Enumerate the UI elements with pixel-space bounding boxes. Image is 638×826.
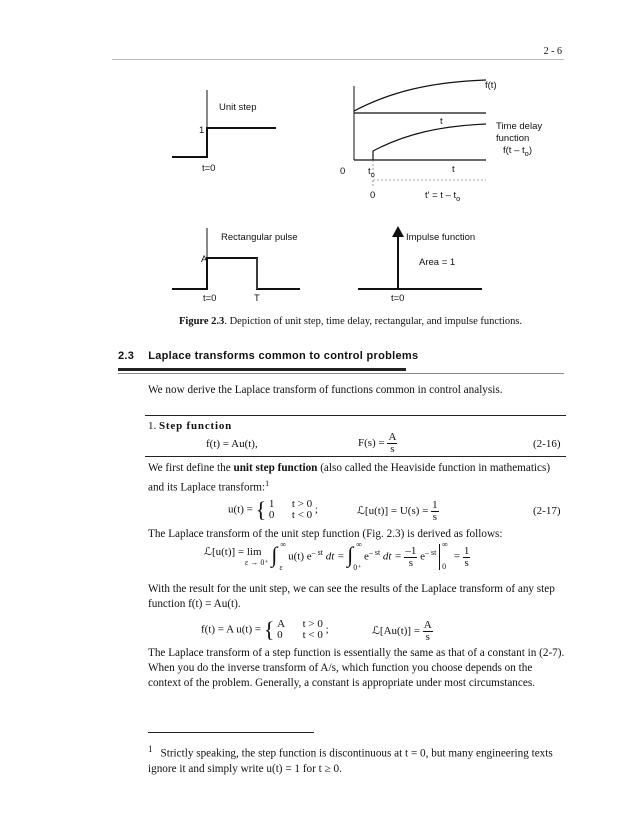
time-delay-zero2: 0	[370, 190, 376, 201]
eq-2-17-c1v: 1	[268, 498, 275, 510]
eq-2-17-lap: ℒ[u(t)] = U(s) =	[357, 505, 429, 518]
time-delay-desc-2: function	[496, 133, 530, 144]
para-unit-step	[148, 461, 568, 496]
eq-2-16-mid: F(s) =	[358, 437, 385, 450]
figure-caption-text: . Depiction of unit step, time delay, rectangular, and impulse functions.	[224, 316, 523, 327]
eq-2-16-num: A	[388, 431, 397, 443]
rect-pulse-title: Rectangular pulse	[221, 232, 298, 243]
svg-text:t' = t – to	[425, 190, 460, 203]
eq3-h-num: 1	[463, 544, 470, 557]
eq3-zero-2: 0	[442, 562, 447, 571]
eq-2-17-semi: ;	[314, 503, 318, 516]
eq-2-16-tag: (2-16)	[533, 438, 561, 450]
eq3-lim-sub: ε → 0⁺	[245, 557, 269, 567]
para-derivation: The Laplace transform of the unit step function (Fig. 2.3) is derived as follows:	[148, 528, 503, 540]
eq4-c1v: A	[277, 618, 286, 630]
eq3-e-sup: – st	[368, 547, 381, 557]
time-delay-to: t	[368, 166, 371, 177]
eq-2-17-c2c: t < 0	[291, 509, 313, 521]
eq3-lim: ℒ[u(t)] = lim	[204, 545, 262, 558]
footnote-num: 1	[148, 744, 153, 754]
footnote	[148, 742, 564, 777]
rect-pulse-amp: A	[201, 254, 208, 265]
time-delay-t-axis: t	[452, 164, 455, 175]
eq3-dt2: dt =	[382, 550, 402, 563]
eq-2-16-den: s	[390, 443, 395, 455]
impulse-t0: t=0	[391, 293, 405, 304]
eq-derivation: ℒ[u(t)] = lim ε → 0⁺ ∫ ∞ ε u(t) $e^{- st}$ dt = ∫ ∞ 0⁺ $e^{- st}$ dt = $\frac{-1}{s}$ $e^{- st}$ ∞ 0 = $\frac{1}{s}$	[204, 540, 470, 572]
page-number: 2 - 6	[543, 46, 562, 57]
section-title: Laplace transforms common to control problems	[148, 350, 419, 362]
eq3-inf-1: ∞	[280, 540, 287, 549]
eq3-dt1: dt =	[325, 550, 345, 563]
time-delay-tprime: t' = t – t	[425, 190, 457, 201]
eq-2-17-num: 1	[432, 499, 438, 511]
unit-step-title: Unit step	[219, 102, 257, 113]
time-delay-to-sub: o	[370, 170, 375, 179]
time-delay-t-upper: t	[440, 116, 443, 127]
step-box-rule-2	[145, 456, 566, 457]
time-delay-desc-3: f(t – t	[503, 145, 525, 156]
time-delay-f-label: f(t)	[485, 80, 497, 91]
time-delay-desc-1: Time delay	[496, 121, 543, 132]
eq3-eps: ε	[279, 563, 283, 572]
unit-step-t0: t=0	[202, 163, 216, 174]
step-heading	[148, 420, 232, 432]
eq-au-right	[372, 620, 433, 643]
section-rule	[118, 368, 406, 371]
eq-2-16-right	[358, 432, 397, 455]
eq3-f-num: –1	[405, 544, 417, 557]
eq3-e: e	[363, 550, 369, 563]
eq4-left: f(t) = A u(t) =	[201, 623, 262, 636]
eq-2-17-left: u(t) = { 1 0 t > 0 t < 0 ;	[228, 497, 318, 522]
eq4-c1c: t > 0	[302, 618, 323, 630]
section-rule-thin	[118, 373, 564, 374]
time-delay-origin: 0	[340, 166, 346, 177]
svg-text:f(t – to)	[503, 145, 532, 158]
eq4-den: s	[425, 631, 430, 643]
eq3-inf-3: ∞	[442, 540, 448, 549]
eq-2-17-tag: (2-17)	[533, 505, 561, 517]
step-heading-num: 1.	[148, 420, 159, 432]
eq-au-left: f(t) = A u(t) = { A 0 t > 0 t < 0 ;	[201, 617, 329, 642]
eq4-right: ℒ[Au(t)] =	[372, 625, 421, 638]
impulse-title: Impulse function	[406, 232, 476, 243]
eq4-semi: ;	[325, 623, 329, 636]
eq3-h-den: s	[464, 556, 469, 569]
figure-2-3	[0, 0, 638, 310]
eq3-u-sup: – st	[311, 547, 323, 557]
eq-2-17-c2v: 0	[268, 509, 275, 521]
time-delay-plot	[340, 80, 542, 203]
footnote-rule	[148, 732, 314, 733]
step-box-rule	[145, 415, 566, 416]
step-heading-title: Step function	[159, 420, 233, 432]
figure-caption-label: Figure 2.3	[179, 316, 225, 327]
para-any-step: With the result for the unit step, we can see the results of the Laplace transform of any step function f(t) = Au(t).	[148, 583, 555, 610]
eq-2-17-den: s	[432, 511, 437, 523]
section-heading	[118, 350, 418, 362]
unit-step-level: 1	[199, 125, 205, 136]
eq3-g: e	[420, 550, 426, 563]
section-number: 2.3	[118, 350, 135, 362]
eq3-zero: 0⁺	[353, 563, 362, 572]
figure-caption	[179, 316, 522, 327]
para1-bold: unit step function	[233, 462, 318, 474]
eq4-num: A	[423, 619, 432, 631]
impulse-plot	[358, 226, 482, 304]
rect-pulse-T: T	[254, 293, 260, 304]
footnote-text: Strictly speaking, the step function is discontinuous at t = 0, but many engineering texts ignore it and simply write u(t) = 1 for t ≥ 0.	[148, 747, 553, 775]
eq3-u: u(t) e	[288, 550, 312, 563]
para1-b: (also called the Heaviside function in mathematics) and its Laplace transform:	[148, 462, 551, 494]
time-delay-desc-3-sub: o	[524, 149, 529, 158]
para-constant: The Laplace transform of a step function is essentially the same as that of a constant in (2-7). When you do the inverse transform of A/s, which function you choose depends on the context of the problem. Generally, a constant is appropriate under most circumstances.	[148, 647, 565, 689]
eq4-c2c: t < 0	[302, 629, 323, 641]
eq3-inf-2: ∞	[356, 540, 362, 549]
svg-text:to	[368, 166, 375, 179]
eq-2-16-left: f(t) = Au(t),	[206, 438, 258, 450]
eq3-f-den: s	[408, 556, 414, 569]
time-delay-desc-3-end: )	[528, 145, 532, 156]
unit-step-plot	[172, 90, 276, 174]
eq4-c2v: 0	[277, 629, 283, 641]
intro-paragraph: We now derive the Laplace transform of functions common in control analysis.	[148, 384, 503, 396]
rect-pulse-t0: t=0	[203, 293, 217, 304]
impulse-area: Area = 1	[419, 257, 456, 268]
time-delay-tprime-sub: o	[456, 194, 461, 203]
eq-2-17-c1c: t > 0	[291, 498, 313, 510]
eq3-g-sup: – st	[425, 547, 437, 557]
footnote-ref: 1	[265, 479, 270, 488]
eq-2-17-right	[357, 500, 439, 523]
para1-a: We first define the	[148, 462, 234, 474]
eq-2-17-u: u(t) =	[228, 503, 253, 516]
rect-pulse-plot	[172, 228, 300, 304]
